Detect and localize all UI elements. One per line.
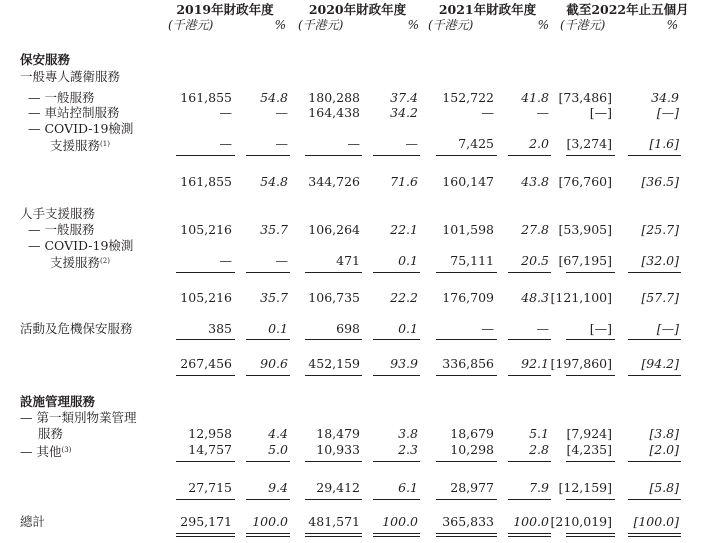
row-label-text: 支援服務: [50, 138, 101, 153]
underline-rule: [508, 499, 551, 500]
underline-rule: [436, 272, 497, 273]
underline-rule: [246, 536, 290, 537]
cell-m_sub-col2: 106,735: [308, 290, 360, 305]
cell-g_general-col5: 41.8: [521, 90, 549, 105]
cell-f_sub-col1: 9.4: [268, 480, 288, 495]
cell-m_sub-col1: 35.7: [260, 290, 288, 305]
underline-rule: [566, 272, 615, 273]
underline-rule: [373, 339, 420, 340]
cell-sec_total-col0: 267,456: [180, 356, 232, 371]
underline-rule: [508, 272, 551, 273]
cell-event-col7: [—]: [656, 321, 679, 336]
cell-m_covid-col2: 471: [336, 253, 360, 268]
cell-m_covid-col7: [32.0]: [641, 253, 679, 268]
unit-2022: (千港元): [560, 18, 606, 32]
cell-f_type1-col2: 18,479: [316, 426, 360, 441]
cell-g_covid-col4: 7,425: [458, 136, 494, 151]
cell-event-col2: 698: [336, 321, 360, 336]
unit-2020: (千港元): [298, 18, 344, 32]
row-label-cont: [50, 254, 110, 270]
cell-f_sub-col3: 6.1: [398, 480, 418, 495]
cell-f_type1-col5: 5.1: [529, 426, 549, 441]
cell-sec_total-col6: [197,860]: [550, 356, 612, 371]
underline-rule: [508, 461, 551, 462]
cell-m_sub-col3: 22.2: [390, 290, 418, 305]
cell-g_general-col6: [73,486]: [558, 90, 612, 105]
cell-f_other-col5: 2.8: [529, 442, 549, 457]
cell-g_covid-col1: —: [275, 136, 288, 151]
underline-rule: [305, 272, 362, 273]
cell-grand-col5: 100.0: [513, 514, 549, 529]
unit-2019: (千港元): [168, 18, 214, 32]
cell-m_sub-col7: [57.7]: [641, 290, 679, 305]
cell-grand-col0: 295,171: [180, 514, 232, 529]
underline-rule: [305, 375, 362, 376]
cell-grand-col1: 100.0: [252, 514, 288, 529]
cell-f_type1-col6: [7,924]: [566, 426, 612, 441]
underline-rule: [176, 155, 235, 156]
underline-rule: [373, 272, 420, 273]
cell-f_sub-col6: [12,159]: [558, 480, 612, 495]
cell-grand-col7: [100.0]: [633, 514, 679, 529]
underline-rule: [508, 339, 551, 340]
cell-f_type1-col4: 18,679: [450, 426, 494, 441]
cell-g_covid-col3: —: [405, 136, 418, 151]
cell-f_type1-col3: 3.8: [398, 426, 418, 441]
cell-m_sub-col6: [121,100]: [550, 290, 612, 305]
row-label-text: 支援服務: [50, 255, 101, 270]
cell-g_covid-col6: [3,274]: [566, 136, 612, 151]
cell-g_station-col5: —: [536, 105, 549, 120]
cell-sec_total-col7: [94.2]: [641, 356, 679, 371]
cell-m_general-col6: [53,905]: [558, 222, 612, 237]
cell-sec_total-col2: 452,159: [308, 356, 360, 371]
pct-2021: %: [537, 18, 549, 32]
underline-rule: [566, 461, 615, 462]
row-label-text: — 其他: [20, 444, 62, 459]
cell-sec_total-col1: 90.6: [260, 356, 288, 371]
cell-m_sub-col4: 176,709: [442, 290, 494, 305]
cell-m_general-col3: 22.1: [390, 222, 418, 237]
cell-event-col0: 385: [208, 321, 232, 336]
pct-2022: %: [666, 18, 678, 32]
cell-grand-col2: 481,571: [308, 514, 360, 529]
underline-rule: [628, 339, 681, 340]
underline-rule: [628, 272, 681, 273]
cell-g_sub-col5: 43.8: [521, 174, 549, 189]
underline-rule: [508, 533, 551, 534]
cell-f_other-col0: 14,757: [188, 442, 232, 457]
cell-g_general-col3: 37.4: [390, 90, 418, 105]
cell-g_general-col4: 152,722: [442, 90, 494, 105]
cell-grand-col4: 365,833: [442, 514, 494, 529]
underline-rule: [373, 375, 420, 376]
cell-g_sub-col2: 344,726: [308, 174, 360, 189]
underline-rule: [566, 499, 615, 500]
header-5m2022: 截至2022年止五個月: [566, 2, 689, 17]
underline-rule: [628, 155, 681, 156]
underline-rule: [246, 375, 290, 376]
header-fy2021: 2021年財政年度: [438, 2, 537, 17]
section-security-title: 保安服務: [20, 52, 71, 67]
cell-f_other-col6: [4,235]: [566, 442, 612, 457]
cell-grand-col6: [210,019]: [550, 514, 612, 529]
grand-total-label: 總計: [20, 514, 46, 529]
pct-2019: %: [274, 18, 286, 32]
cell-f_sub-col7: [5.8]: [649, 480, 679, 495]
cell-g_sub-col1: 54.8: [260, 174, 288, 189]
row-label: — COVID-19檢測: [28, 121, 134, 136]
cell-grand-col3: 100.0: [382, 514, 418, 529]
cell-m_general-col0: 105,216: [180, 222, 232, 237]
underline-rule: [176, 375, 235, 376]
cell-sec_total-col3: 93.9: [390, 356, 418, 371]
cell-m_covid-col6: [67,195]: [558, 253, 612, 268]
cell-g_sub-col0: 161,855: [180, 174, 232, 189]
row-label: — 一般服務: [28, 222, 95, 237]
underline-rule: [436, 155, 497, 156]
underline-rule: [176, 339, 235, 340]
cell-g_covid-col2: —: [347, 136, 360, 151]
pct-2020: %: [407, 18, 419, 32]
cell-f_type1-col0: 12,958: [188, 426, 232, 441]
cell-g_covid-col5: 2.0: [529, 136, 549, 151]
underline-rule: [508, 536, 551, 537]
section-facility-title: 設施管理服務: [20, 394, 96, 409]
underline-rule: [305, 339, 362, 340]
underline-rule: [436, 536, 497, 537]
cell-event-col5: —: [536, 321, 549, 336]
cell-f_other-col1: 5.0: [268, 442, 288, 457]
cell-m_covid-col3: 0.1: [398, 253, 418, 268]
header-fy2020: 2020年財政年度: [308, 2, 407, 17]
underline-rule: [566, 536, 615, 537]
underline-rule: [436, 375, 497, 376]
cell-f_sub-col4: 28,977: [450, 480, 494, 495]
underline-rule: [176, 536, 235, 537]
cell-g_station-col2: 164,438: [308, 105, 360, 120]
cell-g_station-col1: —: [275, 105, 288, 120]
underline-rule: [176, 533, 235, 534]
underline-rule: [176, 461, 235, 462]
underline-rule: [373, 536, 420, 537]
underline-rule: [566, 339, 615, 340]
cell-sec_total-col4: 336,856: [442, 356, 494, 371]
underline-rule: [373, 461, 420, 462]
cell-g_covid-col7: [1.6]: [649, 136, 679, 151]
underline-rule: [628, 375, 681, 376]
cell-g_general-col0: 161,855: [180, 90, 232, 105]
cell-m_general-col4: 101,598: [442, 222, 494, 237]
cell-m_covid-col1: —: [275, 253, 288, 268]
cell-g_sub-col3: 71.6: [390, 174, 418, 189]
cell-m_general-col5: 27.8: [521, 222, 549, 237]
subsection-guard-title: 一般專人護衛服務: [20, 69, 121, 84]
underline-rule: [628, 461, 681, 462]
unit-2021: (千港元): [428, 18, 474, 32]
cell-m_general-col7: [25.7]: [641, 222, 679, 237]
underline-rule: [436, 533, 497, 534]
row-label: — 車站控制服務: [28, 105, 120, 120]
underline-rule: [436, 461, 497, 462]
row-label-cont: [50, 137, 110, 153]
cell-g_station-col3: 34.2: [390, 105, 418, 120]
row-label: — 一般服務: [28, 90, 95, 105]
underline-rule: [628, 499, 681, 500]
underline-rule: [628, 533, 681, 534]
cell-event-col6: [—]: [589, 321, 612, 336]
underline-rule: [246, 155, 290, 156]
cell-g_sub-col7: [36.5]: [641, 174, 679, 189]
cell-f_other-col3: 2.3: [398, 442, 418, 457]
footnote-ref: (3): [61, 446, 72, 454]
row-label: — 第一類別物業管理: [20, 410, 137, 425]
row-label: — COVID-19檢測: [28, 238, 134, 253]
cell-g_sub-col4: 160,147: [442, 174, 494, 189]
underline-rule: [373, 499, 420, 500]
cell-g_general-col2: 180,288: [308, 90, 360, 105]
underline-rule: [566, 155, 615, 156]
underline-rule: [305, 461, 362, 462]
footnote-ref: (2): [100, 257, 110, 265]
cell-g_sub-col6: [76,760]: [558, 174, 612, 189]
underline-rule: [436, 499, 497, 500]
row-label-cont: 服務: [38, 426, 64, 441]
underline-rule: [305, 155, 362, 156]
cell-m_covid-col0: —: [219, 253, 232, 268]
underline-rule: [305, 499, 362, 500]
footnote-ref: (1): [100, 140, 110, 148]
subsection-manpower-title: 人手支援服務: [20, 206, 96, 221]
cell-event-col3: 0.1: [398, 321, 418, 336]
underline-rule: [246, 339, 290, 340]
cell-f_type1-col1: 4.4: [268, 426, 288, 441]
underline-rule: [305, 536, 362, 537]
underline-rule: [246, 533, 290, 534]
cell-g_station-col6: [—]: [589, 105, 612, 120]
cell-g_general-col7: 34.9: [651, 90, 679, 105]
underline-rule: [305, 533, 362, 534]
underline-rule: [566, 375, 615, 376]
underline-rule: [373, 533, 420, 534]
cell-g_station-col0: —: [219, 105, 232, 120]
cell-f_sub-col2: 29,412: [316, 480, 360, 495]
cell-m_covid-col4: 75,111: [450, 253, 494, 268]
underline-rule: [628, 536, 681, 537]
underline-rule: [176, 272, 235, 273]
underline-rule: [508, 375, 551, 376]
cell-f_other-col2: 10,933: [316, 442, 360, 457]
cell-m_sub-col0: 105,216: [180, 290, 232, 305]
cell-f_sub-col5: 7.9: [529, 480, 549, 495]
underline-rule: [246, 272, 290, 273]
cell-event-col1: 0.1: [268, 321, 288, 336]
cell-g_station-col7: [—]: [656, 105, 679, 120]
cell-m_general-col2: 106,264: [308, 222, 360, 237]
underline-rule: [246, 461, 290, 462]
cell-g_covid-col0: —: [219, 136, 232, 151]
cell-g_station-col4: —: [481, 105, 494, 120]
cell-g_general-col1: 54.8: [260, 90, 288, 105]
underline-rule: [246, 499, 290, 500]
underline-rule: [566, 533, 615, 534]
cell-m_general-col1: 35.7: [260, 222, 288, 237]
underline-rule: [176, 499, 235, 500]
underline-rule: [373, 155, 420, 156]
cell-f_other-col4: 10,298: [450, 442, 494, 457]
cell-m_covid-col5: 20.5: [521, 253, 549, 268]
cell-event-col4: —: [481, 321, 494, 336]
cell-m_sub-col5: 48.3: [521, 290, 549, 305]
cell-f_other-col7: [2.0]: [649, 442, 679, 457]
header-fy2019: 2019年財政年度: [176, 2, 274, 17]
underline-rule: [436, 339, 497, 340]
cell-f_type1-col7: [3.8]: [649, 426, 679, 441]
row-label: [20, 443, 71, 459]
row-label: 活動及危機保安服務: [20, 321, 133, 336]
cell-sec_total-col5: 92.1: [521, 356, 549, 371]
cell-f_sub-col0: 27,715: [188, 480, 232, 495]
underline-rule: [508, 155, 551, 156]
